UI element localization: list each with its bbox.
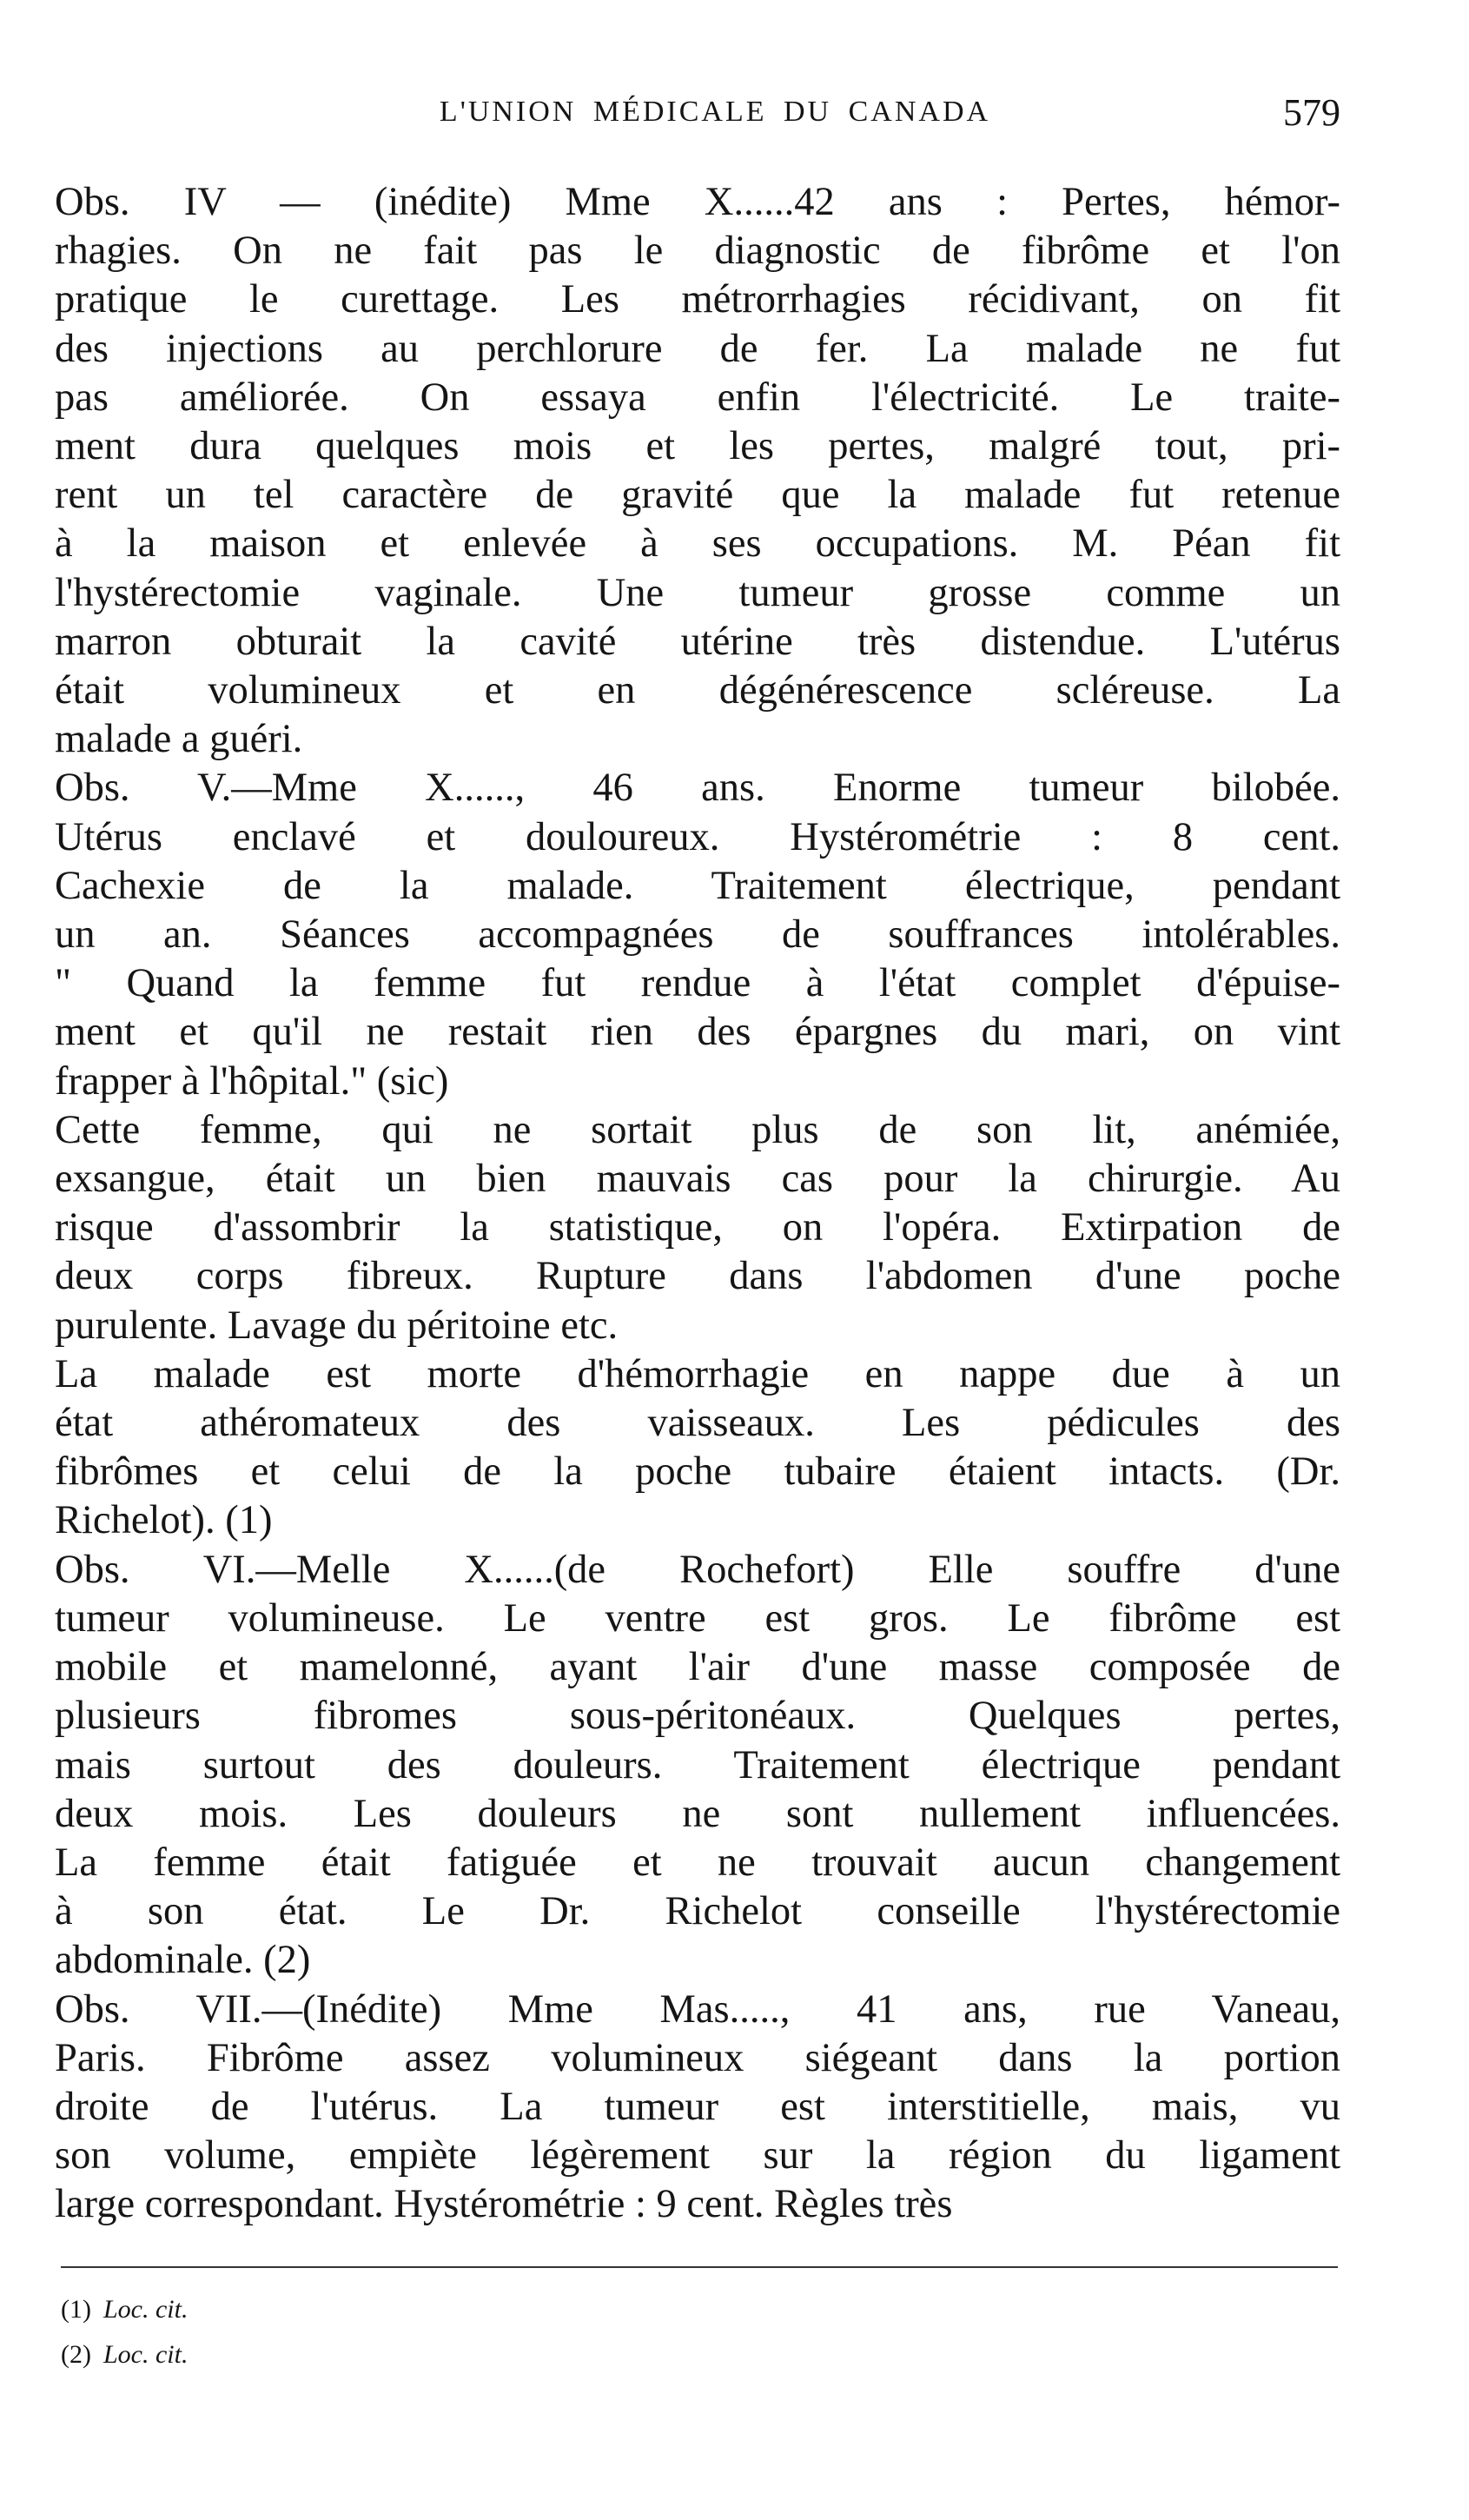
text-line: abdominale. (2) (55, 1938, 311, 1983)
footnote-text: Loc. cit. (103, 2340, 189, 2369)
text-line: mobile et mamelonné, ayant l'air d'une masse composée de (55, 1645, 1340, 1690)
text-line: rhagies. On ne fait pas le diagnostic de fibrôme et l'on (55, 229, 1340, 274)
text-line: ment et qu'il ne restait rien des épargnes du mari, on vint (55, 1010, 1340, 1055)
text-line: " Quand la femme fut rendue à l'état complet d'épuise- (55, 961, 1340, 1006)
text-line: Obs. V.—Mme X......, 46 ans. Enorme tumeur bilobée. (55, 766, 1340, 811)
text-line: rent un tel caractère de gravité que la malade fut retenue (55, 473, 1340, 518)
paragraph (55, 1986, 1340, 2230)
text-line: Cette femme, qui ne sortait plus de son lit, anémiée, (55, 1107, 1340, 1152)
paragraph (55, 1350, 1340, 1546)
text-line: était volumineux et en dégénérescence scléreuse. La (55, 668, 1340, 713)
text-line: droite de l'utérus. La tumeur est interstitielle, mais, vu (55, 2084, 1340, 2129)
footnote-text: Loc. cit. (103, 2295, 189, 2324)
text-line: mais surtout des douleurs. Traitement électrique pendant (55, 1742, 1340, 1787)
text-line: pas améliorée. On essaya enfin l'électricité. Le traite- (55, 375, 1340, 420)
text-line: La femme était fatiguée et ne trouvait aucun changement (55, 1840, 1340, 1885)
footnote-rule (61, 2266, 1338, 2268)
text-line: Cachexie de la malade. Traitement électrique, pendant (55, 863, 1340, 908)
text-line: marron obturait la cavité utérine très distendue. L'utérus (55, 619, 1340, 664)
text-line: à la maison et enlevée à ses occupations. M. Péan fit (55, 521, 1340, 567)
page-number: 579 (1283, 91, 1340, 134)
text-line: fibrômes et celui de la poche tubaire étaient intacts. (Dr. (55, 1449, 1340, 1495)
text-line: large correspondant. Hystérométrie : 9 cent. Règles très (55, 2182, 953, 2227)
text-line: état athéromateux des vaisseaux. Les pédicules des (55, 1401, 1340, 1446)
text-line: un an. Séances accompagnées de souffrances intolérables. (55, 912, 1340, 958)
text-line: ment dura quelques mois et les pertes, malgré tout, pri- (55, 424, 1340, 469)
footnote-mark: (2) (61, 2340, 91, 2369)
text-line: l'hystérectomie vaginale. Une tumeur grosse comme un (55, 570, 1340, 615)
text-line: à son état. Le Dr. Richelot conseille l'hystérectomie (55, 1889, 1340, 1934)
text-line: La malade est morte d'hémorrhagie en nappe due à un (55, 1351, 1340, 1396)
text-line: deux corps fibreux. Rupture dans l'abdomen d'une poche (55, 1254, 1340, 1299)
text-line: risque d'assombrir la statistique, on l'opéra. Extirpation de (55, 1205, 1340, 1250)
text-line: frapper à l'hôpital." (sic) (55, 1058, 449, 1104)
text-line: Obs. VII.—(Inédite) Mme Mas....., 41 ans, rue Vaneau, (55, 1986, 1340, 2032)
text-line: pratique le curettage. Les métrorrhagies récidivant, on fit (55, 277, 1340, 322)
text-line: exsangue, était un bien mauvais cas pour la chirurgie. Au (55, 1157, 1340, 1202)
text-line: Obs. VI.—Melle X......(de Rochefort) Elle souffre d'une (55, 1547, 1340, 1592)
text-line: Utérus enclavé et douloureux. Hystérométrie : 8 cent. (55, 814, 1340, 859)
text-line: Paris. Fibrôme assez volumineux siégeant dans la portion (55, 2035, 1340, 2080)
footnotes (61, 2287, 188, 2377)
text-line: malade a guéri. (55, 717, 303, 762)
footnote (61, 2287, 188, 2332)
footnote-mark: (1) (61, 2295, 91, 2324)
paragraph (55, 1546, 1340, 1986)
paragraph (55, 1106, 1340, 1350)
text-line: Obs. IV — (inédite) Mme X......42 ans : Pertes, hémor- (55, 180, 1340, 224)
text-line: tumeur volumineuse. Le ventre est gros. Le fibrôme est (55, 1595, 1340, 1641)
text-line: son volume, empiète légèrement sur la région du ligament (55, 2133, 1340, 2178)
running-title: L'UNION MÉDICALE DU CANADA (439, 96, 991, 128)
text-line: purulente. Lavage du péritoine etc. (55, 1303, 619, 1348)
page-header (55, 91, 1340, 148)
body-text (55, 178, 1340, 2230)
text-line: deux mois. Les douleurs ne sont nullement influencées. (55, 1791, 1340, 1836)
footnote (61, 2332, 188, 2377)
paragraph (55, 178, 1340, 764)
text-line: plusieurs fibromes sous-péritonéaux. Quelques pertes, (55, 1694, 1340, 1739)
text-line: des injections au perchlorure de fer. La malade ne fut (55, 326, 1340, 371)
text-line: Richelot). (1) (55, 1498, 273, 1543)
paragraph (55, 764, 1340, 1105)
